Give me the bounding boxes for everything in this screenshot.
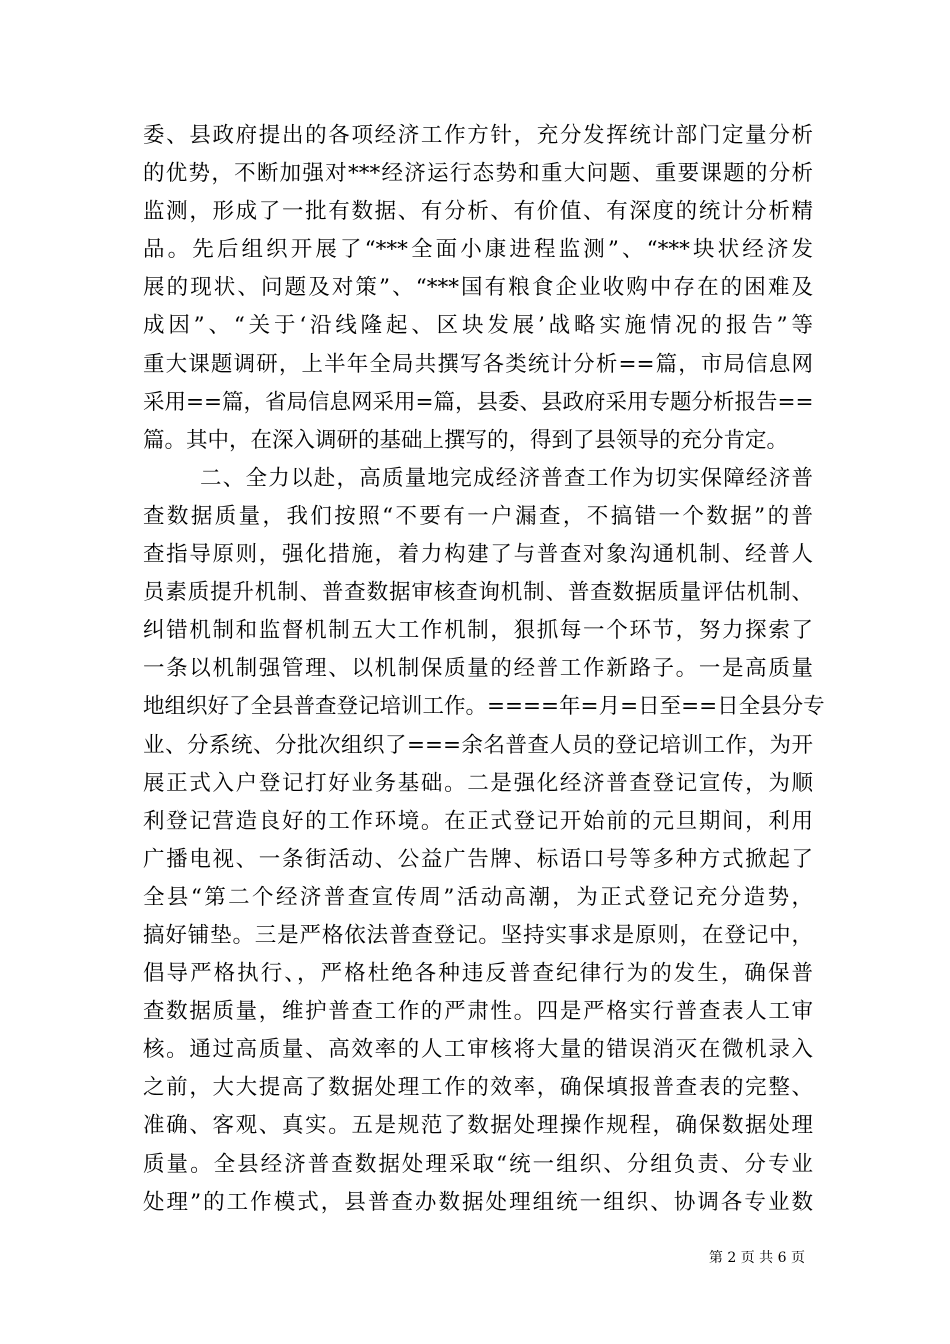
text-line: 委、县政府提出的各项经济工作方针，充分发挥统计部门定量分析: [143, 123, 813, 148]
text-line: 地组织好了全县普查登记培训工作。====年=月=日至==日全县分专: [143, 694, 825, 720]
body-text: [143, 117, 825, 1222]
text-line: 查数据质量，维护普查工作的严肃性。四是严格实行普查表人工审: [143, 999, 813, 1025]
text-line: 的优势，不断加强对***经济运行态势和重大问题、重要课题的分析: [143, 161, 813, 187]
text-line: 质量。全县经济普查数据处理采取“统一组织、分组负责、分专业: [143, 1151, 813, 1177]
text-line: 监测，形成了一批有数据、有分析、有价值、有深度的统计分析精: [143, 199, 813, 225]
text-line: 一条以机制强管理、以机制保质量的经普工作新路子。一是高质量: [143, 656, 813, 682]
text-line: 搞好铺垫。三是严格依法普查登记。坚持实事求是原则，在登记中，: [143, 922, 813, 948]
text-line: 纠错机制和监督机制五大工作机制，狠抓每一个环节，努力探索了: [143, 618, 813, 644]
text-line: 展的现状、问题及对策”、“***国有粮食企业收购中存在的困难及: [143, 275, 813, 301]
text-line: 利登记营造良好的工作环境。在正式登记开始前的元旦期间，利用: [143, 808, 813, 834]
text-line: 倡导严格执行、，严格杜绝各种违反普查纪律行为的发生，确保普: [143, 961, 813, 987]
text-line: 核。通过高质量、高效率的人工审核将大量的错误消灭在微机录入: [143, 1037, 813, 1063]
text-line: 展正式入户登记打好业务基础。二是强化经济普查登记宣传，为顺: [143, 770, 813, 796]
text-line: 处理”的工作模式，县普查办数据处理组统一组织、协调各专业数: [143, 1189, 813, 1215]
text-line: 品。先后组织开展了“***全面小康进程监测”、“***块状经济发: [143, 237, 813, 263]
text-line: 篇。其中，在深入调研的基础上撰写的，得到了县领导的充分肯定。: [143, 427, 789, 453]
text-line: 采用==篇，省局信息网采用=篇，县委、县政府采用专题分析报告==: [143, 389, 814, 415]
section-heading-line: 二、全力以赴，高质量地完成经济普查工作为切实保障经济普: [200, 465, 813, 491]
text-line: 业、分系统、分批次组织了===余名普查人员的登记培训工作，为开: [143, 732, 813, 758]
page-number-footer: 第 2 页 共 6 页: [708, 1250, 805, 1266]
text-line: 员素质提升机制、普查数据审核查询机制、普查数据质量评估机制、: [143, 580, 813, 606]
text-line: 成因”、“关于‘沿线隆起、区块发展’战略实施情况的报告”等: [143, 313, 813, 339]
text-line: 查指导原则，强化措施，着力构建了与普查对象沟通机制、经普人: [143, 542, 813, 568]
text-line: 全县“第二个经济普查宣传周”活动高潮，为正式登记充分造势，: [143, 884, 813, 910]
text-line: 重大课题调研，上半年全局共撰写各类统计分析==篇，市局信息网: [143, 351, 813, 377]
text-line: 准确、客观、真实。五是规范了数据处理操作规程，确保数据处理: [143, 1113, 813, 1139]
text-line: 广播电视、一条街活动、公益广告牌、标语口号等多种方式掀起了: [143, 846, 813, 872]
text-line: 查数据质量，我们按照“不要有一户漏查，不搞错一个数据”的普: [143, 503, 813, 529]
text-line: 之前，大大提高了数据处理工作的效率，确保填报普查表的完整、: [143, 1075, 813, 1101]
